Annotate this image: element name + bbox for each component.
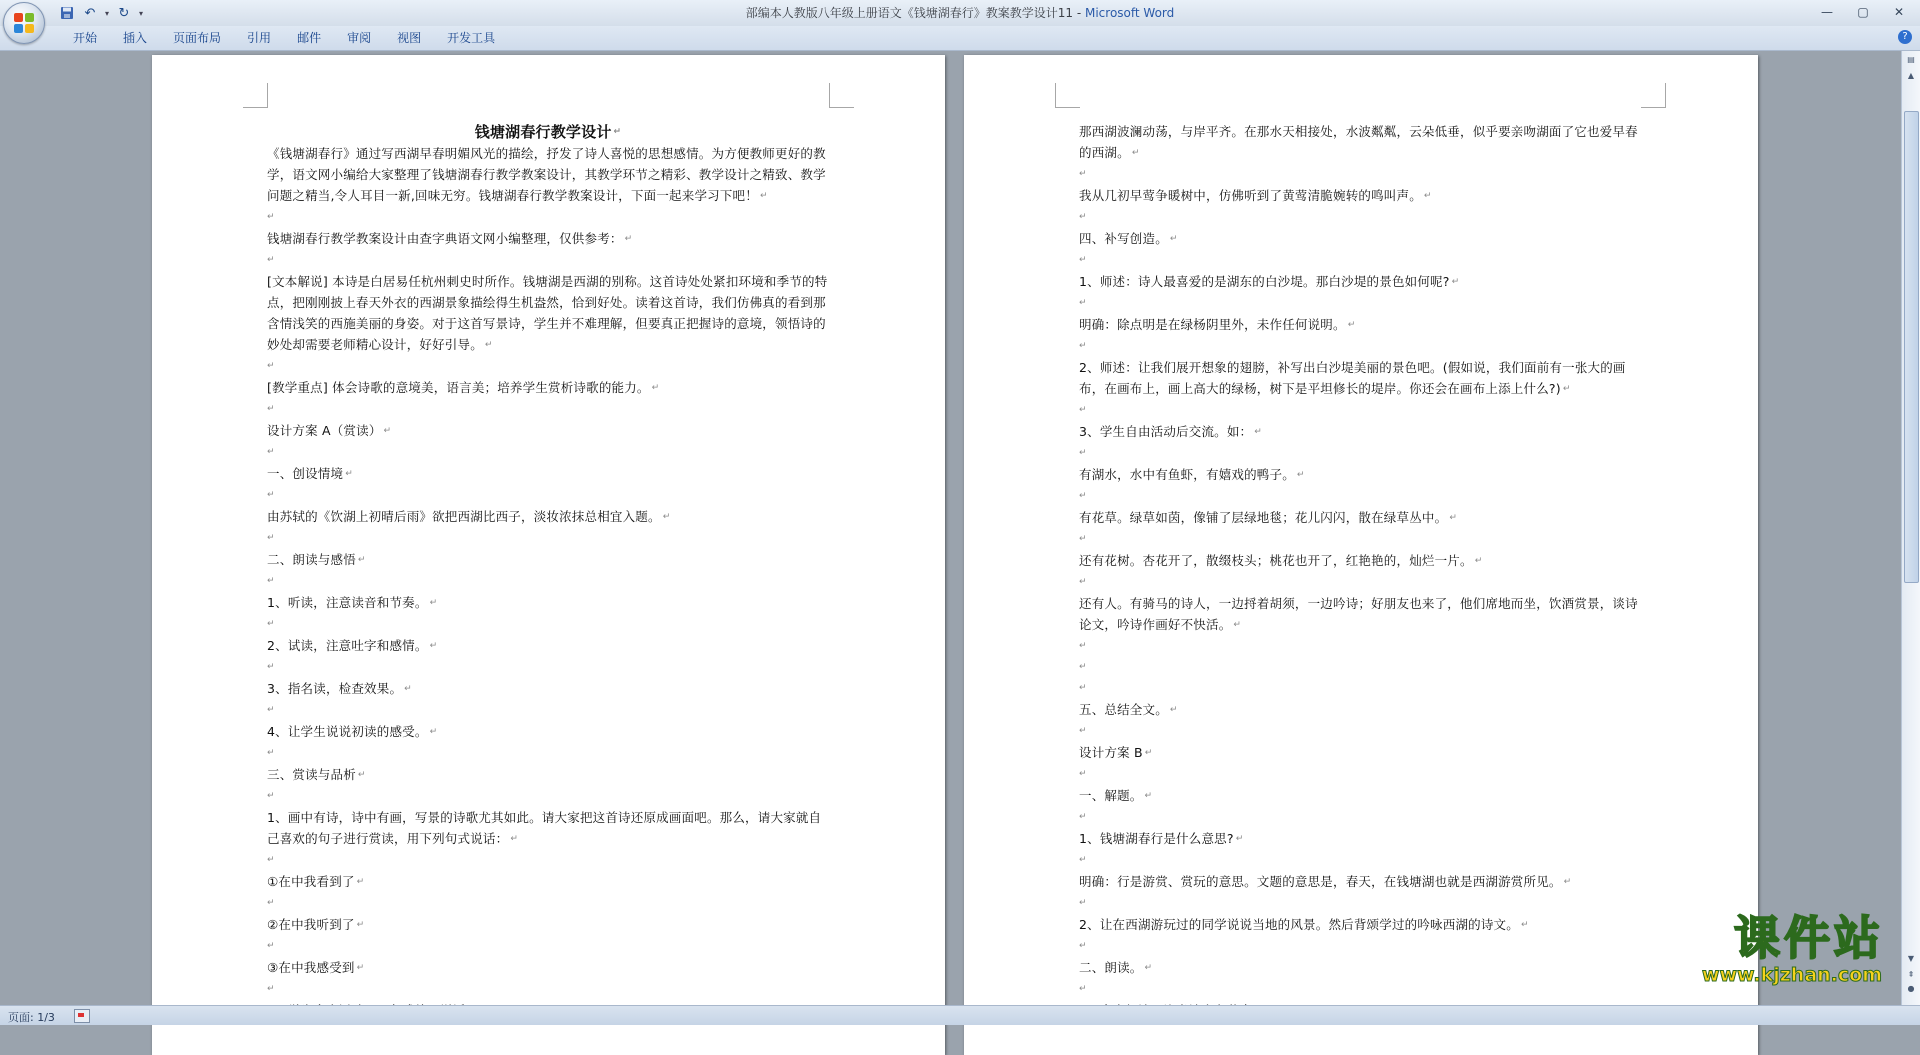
close-button[interactable]: ✕: [1893, 5, 1905, 19]
scrollbar-thumb[interactable]: [1904, 111, 1919, 583]
customize-toolbar-icon[interactable]: ▾: [138, 8, 143, 18]
paragraph: 有花草。绿草如茵，像铺了层绿地毯；花儿闪闪，散在绿草丛中。 ↵: [1079, 510, 1458, 525]
section-heading: 三、赏读与品析 ↵: [267, 767, 366, 782]
undo-dropdown-icon[interactable]: ▾: [104, 8, 109, 18]
empty-paragraph: ↵: [1079, 984, 1087, 994]
empty-paragraph: ↵: [267, 791, 275, 801]
scroll-up-icon[interactable]: ▲: [1907, 71, 1915, 80]
vertical-scrollbar[interactable]: [1901, 51, 1920, 1006]
paragraph: 还有花树。杏花开了，散缀枝头；桃花也开了，红艳艳的，灿烂一片。 ↵: [1079, 553, 1483, 568]
empty-paragraph: ↵: [1079, 662, 1087, 672]
section-heading: 一、解题。 ↵: [1079, 788, 1153, 803]
ribbon-tab-bar: [0, 26, 1920, 51]
window-title-app: Microsoft Word: [1084, 6, 1175, 20]
tab-view[interactable]: 视图: [397, 31, 422, 45]
page-1-body: [267, 122, 829, 1022]
page-2-body: [1079, 121, 1641, 1022]
paragraph: [教学重点] 体会诗歌的意境美，语言美；培养学生赏析诗歌的能力。 ↵: [267, 380, 660, 395]
empty-paragraph: ↵: [1079, 534, 1087, 544]
empty-paragraph: ↵: [267, 705, 275, 715]
paragraph: 1、钱塘湖春行是什么意思? ↵: [1079, 831, 1244, 846]
page-count[interactable]: 页面: 1/3: [8, 1011, 55, 1024]
crop-mark-top-left: [243, 83, 268, 108]
window-title: [0, 4, 1920, 21]
ruler-toggle-icon[interactable]: ▤: [1907, 55, 1915, 64]
empty-paragraph: ↵: [1079, 941, 1087, 951]
redo-icon[interactable]: ↻: [118, 5, 130, 21]
empty-paragraph: ↵: [1079, 726, 1087, 736]
paragraph: 由苏轼的《饮湖上初晴后雨》欲把西湖比西子，淡妆浓抹总相宜入题。 ↵: [267, 509, 671, 524]
paragraph: ①在中我看到了 ↵: [267, 874, 365, 889]
help-icon[interactable]: ?: [1898, 30, 1912, 44]
window-controls: [1810, 2, 1916, 22]
section-heading: 二、朗读。 ↵: [1079, 960, 1153, 975]
tab-developer[interactable]: 开发工具: [447, 31, 496, 45]
section-heading: 设计方案 B ↵: [1079, 745, 1153, 760]
paragraph: 2、师述：让我们展开想象的翅膀，补写出白沙堤美丽的景色吧。(假如说，我们面前有一张大的画布，在画布上，画上高大的绿杨，树下是平坦修长的堤岸。你还会在画布上添上什么?) ↵: [1079, 360, 1626, 396]
paragraph: 4、让学生说说初读的感受。 ↵: [267, 724, 438, 739]
crop-mark-top-right: [829, 83, 854, 108]
section-heading: 四、补写创造。 ↵: [1079, 231, 1178, 246]
empty-paragraph: ↵: [267, 941, 275, 951]
tab-insert[interactable]: 插入: [123, 31, 148, 45]
paragraph: 3、指名读，检查效果。 ↵: [267, 681, 412, 696]
tab-references[interactable]: 引用: [247, 31, 272, 45]
empty-paragraph: ↵: [267, 855, 275, 865]
empty-paragraph: ↵: [1079, 769, 1087, 779]
empty-paragraph: ↵: [267, 447, 275, 457]
office-logo-icon: [14, 13, 34, 33]
paragraph: 2、让在西湖游玩过的同学说说当地的风景。然后背颂学过的吟咏西湖的诗文。 ↵: [1079, 917, 1529, 932]
paragraph: 那西湖波澜动荡，与岸平齐。在那水天相接处，水波粼粼，云朵低垂，似乎要亲吻湖面了它也爱早春的西湖。 ↵: [1079, 124, 1638, 160]
empty-paragraph: ↵: [267, 748, 275, 758]
paragraph: 1、师述：诗人最喜爱的是湖东的白沙堤。那白沙堤的景色如何呢? ↵: [1079, 274, 1460, 289]
empty-paragraph: ↵: [1079, 577, 1087, 587]
empty-paragraph: ↵: [1079, 855, 1087, 865]
document-page-1[interactable]: [152, 55, 945, 1055]
empty-paragraph: ↵: [1079, 491, 1087, 501]
watermark-main: 课件站: [1734, 911, 1884, 965]
document-title: 钱塘湖春行教学设计 ↵: [474, 123, 622, 141]
document-page-2[interactable]: [964, 55, 1758, 1055]
scroll-down-icon[interactable]: ▼: [1907, 954, 1915, 963]
empty-paragraph: ↵: [1079, 341, 1087, 351]
empty-paragraph: ↵: [1079, 405, 1087, 415]
empty-paragraph: ↵: [267, 490, 275, 500]
empty-paragraph: ↵: [267, 662, 275, 672]
macro-record-icon[interactable]: [74, 1009, 90, 1023]
empty-paragraph: ↵: [1079, 448, 1087, 458]
paragraph: 1、画中有诗，诗中有画，写景的诗歌尤其如此。请大家把这首诗还原成画面吧。那么，请大家就自己喜欢的句子进行赏读，用下列句式说话： ↵: [267, 810, 822, 846]
empty-paragraph: ↵: [1079, 255, 1087, 265]
empty-paragraph: ↵: [267, 255, 275, 265]
empty-paragraph: ↵: [1079, 298, 1087, 308]
empty-paragraph: ↵: [267, 619, 275, 629]
empty-paragraph: ↵: [267, 361, 275, 371]
empty-paragraph: ↵: [267, 212, 275, 222]
paragraph: 3、学生自由活动后交流。如： ↵: [1079, 424, 1263, 439]
office-button[interactable]: [3, 2, 45, 44]
empty-paragraph: ↵: [267, 984, 275, 994]
document-area[interactable]: [0, 51, 1902, 1006]
paragraph: [文本解说] 本诗是白居易任杭州刺史时所作。钱塘湖是西湖的别称。这首诗处处紧扣环境和季节的特点，把刚刚披上春天外衣的西湖景象描绘得生机盎然，恰到好处。读着这首诗，我们仿佛真的看到那含情浅笑的西施美丽的身姿。对于这首写景诗，学生并不难理解，但要真正把握诗的意境，领悟诗的妙处却需要老师精心设计，好好引导。 ↵: [267, 274, 828, 352]
paragraph: 明确：除点明是在绿杨阴里外，未作任何说明。 ↵: [1079, 317, 1356, 332]
empty-paragraph: ↵: [1079, 641, 1087, 651]
paragraph: 明确：行是游赏、赏玩的意思。文题的意思是，春天，在钱塘湖也就是西湖游赏所见。 ↵: [1079, 874, 1572, 889]
paragraph: ②在中我听到了 ↵: [267, 917, 365, 932]
kjzhan-watermark: [1662, 911, 1884, 986]
empty-paragraph: ↵: [1079, 812, 1087, 822]
window-title-separator: -: [1073, 6, 1085, 20]
section-heading: 一、创设情境 ↵: [267, 466, 353, 481]
section-heading: 二、朗读与感悟 ↵: [267, 552, 366, 567]
section-heading: 设计方案 A（赏读） ↵: [267, 423, 392, 438]
paragraph: ③在中我感受到 ↵: [267, 960, 365, 975]
undo-icon[interactable]: ↶: [84, 5, 96, 21]
tab-review[interactable]: 审阅: [347, 31, 372, 45]
status-bar: [0, 1005, 1920, 1025]
paragraph: 还有人。有骑马的诗人，一边捋着胡须，一边吟诗；好朋友也来了，他们席地而坐，饮酒赏景，谈诗论文，吟诗作画好不快活。 ↵: [1079, 596, 1638, 632]
empty-paragraph: ↵: [1079, 169, 1087, 179]
tab-mailings[interactable]: 邮件: [297, 31, 322, 45]
empty-paragraph: ↵: [1079, 212, 1087, 222]
paragraph: 《钱塘湖春行》通过写西湖早春明媚风光的描绘，抒发了诗人喜悦的思想感情。为方便教师更好的教学，语文网小编给大家整理了钱塘湖春行教学教案设计，其教学环节之精彩、教学设计之精致、教学问题之精当,令人耳目一新,回味无穷。钱塘湖春行教学教案设计，下面一起来学习下吧！ ↵: [267, 146, 826, 203]
empty-paragraph: ↵: [1079, 898, 1087, 908]
empty-paragraph: ↵: [267, 898, 275, 908]
tab-home[interactable]: 开始: [73, 31, 98, 45]
minimize-button[interactable]: —: [1821, 5, 1833, 19]
maximize-button[interactable]: ▢: [1857, 5, 1869, 19]
watermark-url: www.kjzhan.com: [1701, 964, 1882, 986]
empty-paragraph: ↵: [267, 404, 275, 414]
section-heading: 五、总结全文。 ↵: [1079, 702, 1178, 717]
window-title-document: 部编本人教版八年级上册语文《钱塘湖春行》教案教学设计11: [745, 6, 1074, 20]
paragraph: 我从几初早莺争暖树中，仿佛听到了黄莺清脆婉转的鸣叫声。 ↵: [1079, 188, 1432, 203]
paragraph: 2、试读，注意吐字和感情。 ↵: [267, 638, 438, 653]
crop-mark-top-right: [1641, 83, 1666, 108]
empty-paragraph: ↵: [267, 533, 275, 543]
paragraph: 钱塘湖春行教学教案设计由查字典语文网小编整理，仅供参考： ↵: [267, 231, 633, 246]
title-bar: [0, 0, 1920, 27]
paragraph: 1、听读，注意读音和节奏。 ↵: [267, 595, 438, 610]
paragraph: 有湖水，水中有鱼虾，有嬉戏的鸭子。 ↵: [1079, 467, 1305, 482]
ribbon-tabs: [60, 29, 508, 47]
empty-paragraph: ↵: [267, 576, 275, 586]
empty-paragraph: ↵: [1079, 683, 1087, 693]
previous-page-icon[interactable]: ⇞: [1907, 970, 1915, 979]
select-browse-object-icon[interactable]: ●: [1907, 984, 1915, 993]
crop-mark-top-left: [1055, 83, 1080, 108]
tab-page-layout[interactable]: 页面布局: [173, 31, 222, 45]
